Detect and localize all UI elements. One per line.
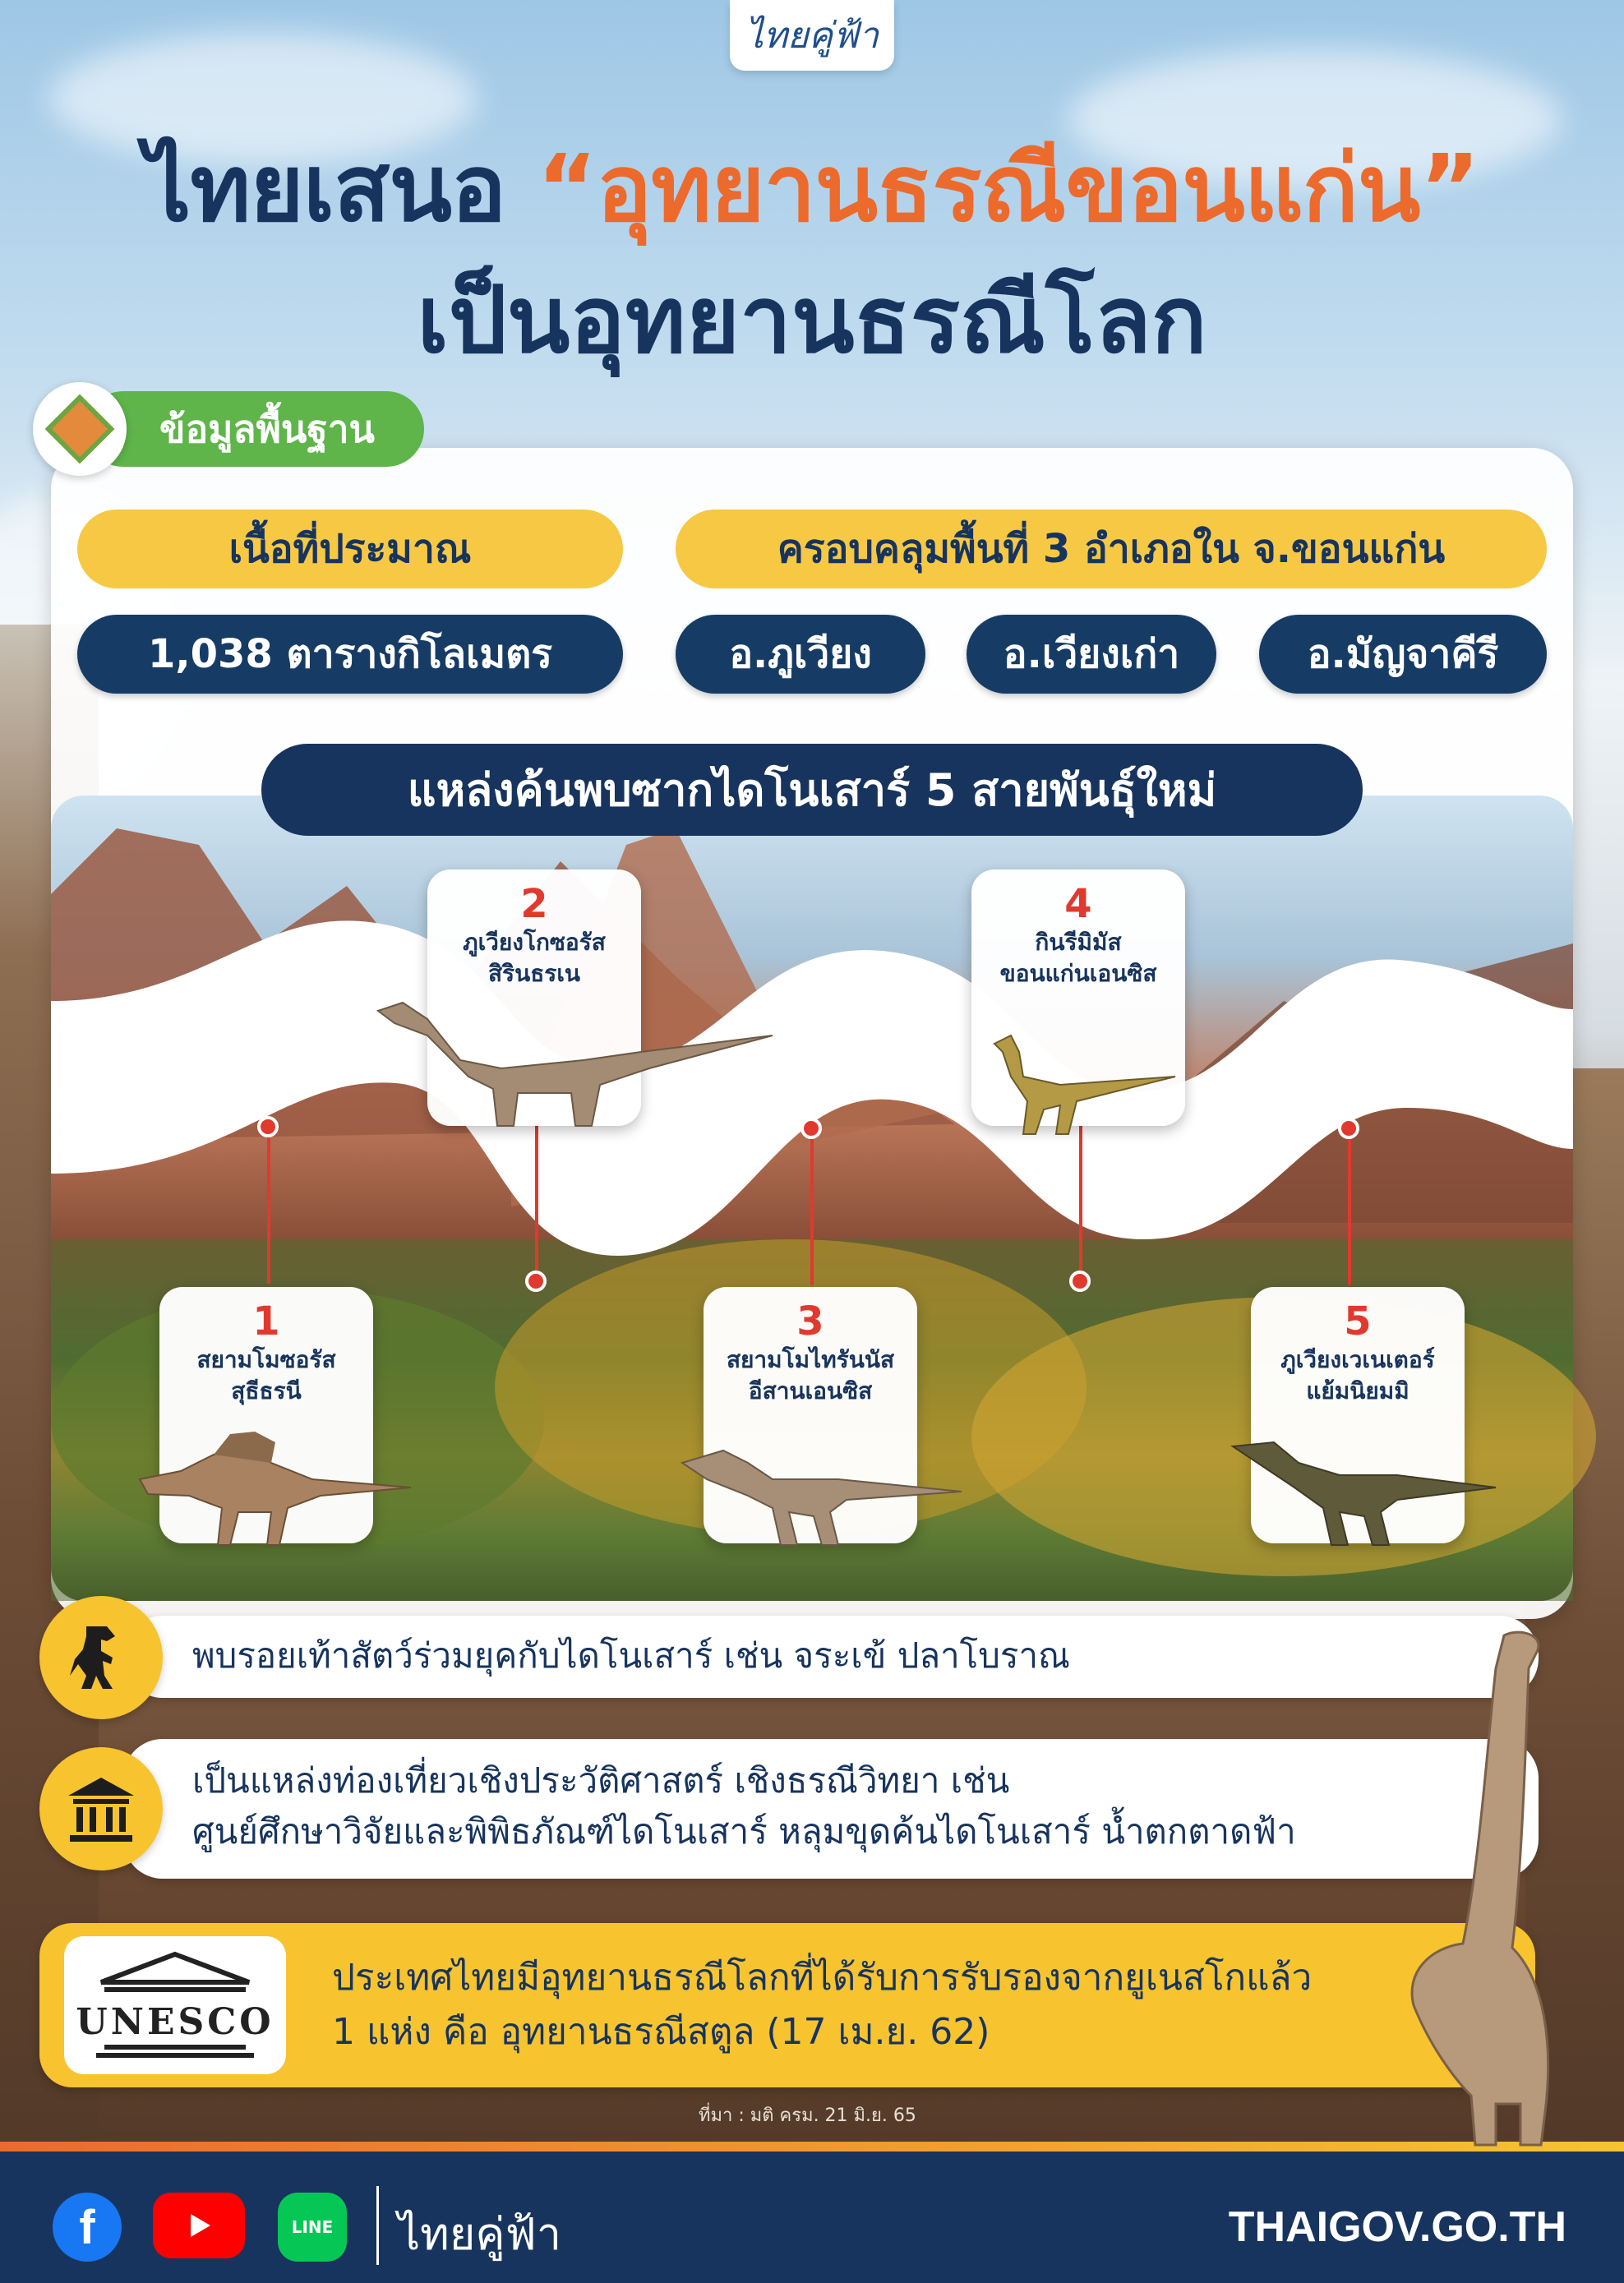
dinosaur-icon [39,1596,163,1719]
pin-dot-1 [257,1116,279,1137]
brachiosaurus-illustration [1381,1619,1562,2161]
dinosaur-number: 2 [520,881,548,927]
pin-dot-3 [800,1118,822,1139]
dinosaur-name-line1: สยามโมไทรันนัส [726,1346,895,1373]
district-mancha-khiri: อ.มัญจาคีรี [1259,615,1547,694]
dinosaur-name-line1: ภูเวียงเวเนเตอร์ [1280,1346,1435,1373]
unesco-line2: 1 แห่ง คือ อุทยานธรณีสตูล (17 เม.ย. 62) [332,2011,990,2053]
title-prefix: ไทยเสนอ [144,136,537,242]
footer-brand: ไทยคู่ฟ้า [398,2208,562,2260]
dinosaur-number: 5 [1344,1298,1372,1344]
dinosaur-name-line1: ภูเวียงโกซอรัส [463,929,606,956]
district-wiang-kao: อ.เวียงเก่า [967,615,1216,694]
phuwiangosaurus-illustration [370,986,781,1130]
page-title-line2: เป็นอุทยานธรณีโลก [417,267,1207,374]
dinosaur-name-line2: สุธีธรนี [231,1377,302,1404]
source-note: ที่มา : มติ ครม. 21 มิ.ย. 65 [699,2105,916,2126]
dinosaur-number: 4 [1064,881,1092,927]
dinosaur-section-heading: แหล่งค้นพบซากไดโนเสาร์ 5 สายพันธุ์ใหม่ [261,744,1363,836]
youtube-icon[interactable] [153,2193,245,2258]
footprints-fact-text: พบรอยเท้าสัตว์ร่วมยุคกับไดโนเสาร์ เช่น จระเข้ ปลาโบราณ [192,1635,1071,1676]
pin-dot-5 [1338,1118,1359,1139]
coverage-label: ครอบคลุมพื้นที่ 3 อำเภอใน จ.ขอนแก่น [676,510,1547,588]
basic-info-pill: ข้อมูลพื้นฐาน [85,391,424,467]
line-glyph: LINE [291,2217,334,2237]
footer-divider [376,2186,379,2265]
dinosaur-name-line2: แย้มนิยมมิ [1306,1377,1409,1404]
dinosaur-number: 1 [252,1298,280,1344]
siamotyrannus-illustration [674,1430,970,1553]
area-value: 1,038 ตารางกิโลเมตร [77,615,623,694]
phuwiangvenator-illustration [1225,1430,1504,1553]
dinosaur-name-line2: ขอนแก่นเอนซิส [999,960,1157,987]
pin-dot-2 [525,1271,547,1292]
pin-line-3 [810,1129,814,1285]
pin-dot-4 [1069,1271,1091,1292]
dinosaur-name-line1: กินรีมิมัส [1035,929,1122,956]
pin-line-1 [267,1128,270,1284]
thaikufah-logo [730,0,894,71]
unesco-logo [64,1936,286,2074]
dinosaur-name-line1: สยามโมซอรัส [196,1346,336,1373]
dinosaur-number: 3 [796,1298,824,1344]
website-link[interactable]: THAIGOV.GO.TH [1228,2203,1566,2251]
museum-icon [39,1747,163,1870]
facebook-glyph: f [79,2200,95,2254]
area-label: เนื้อที่ประมาณ [77,510,623,588]
tourism-fact-text [192,1755,1296,1857]
unesco-wordmark: UNESCO [76,2001,275,2043]
dinosaur-name-line2: อีสานเอนซิส [748,1377,873,1404]
tourism-line2: ศูนย์ศึกษาวิจัยและพิพิธภัณฑ์ไดโนเสาร์ หลุมขุดค้นไดโนเสาร์ น้ำตกตาดฟ้า [192,1811,1296,1852]
unesco-line1: ประเทศไทยมีอุทยานธรณีโลกที่ได้รับการรับรองจากยูเนสโกแล้ว [332,1957,1313,1999]
line-icon[interactable] [278,2193,347,2262]
page-title-line1 [0,115,1624,261]
geopark-emblem-icon [33,382,127,476]
unesco-fact-text [332,1951,1312,2059]
title-highlight: “อุทยานธรณีขอนแก่น” [537,136,1479,242]
dinosaur-name-line2: สิรินธรเน [487,960,581,987]
tourism-line1: เป็นแหล่งท่องเที่ยวเชิงประวัติศาสตร์ เชิงธรณีวิทยา เช่น [192,1760,1010,1801]
pin-line-2 [535,1124,538,1280]
facebook-icon[interactable] [53,2193,122,2262]
kinnareemimus-illustration [978,1019,1192,1142]
siamosaurus-illustration [131,1430,427,1553]
basic-info-label [33,382,424,476]
logo-text: ไทยคู่ฟ้า [745,15,879,57]
pin-line-5 [1348,1129,1351,1285]
pin-line-4 [1079,1126,1082,1282]
district-phu-wiang: อ.ภูเวียง [676,615,925,694]
